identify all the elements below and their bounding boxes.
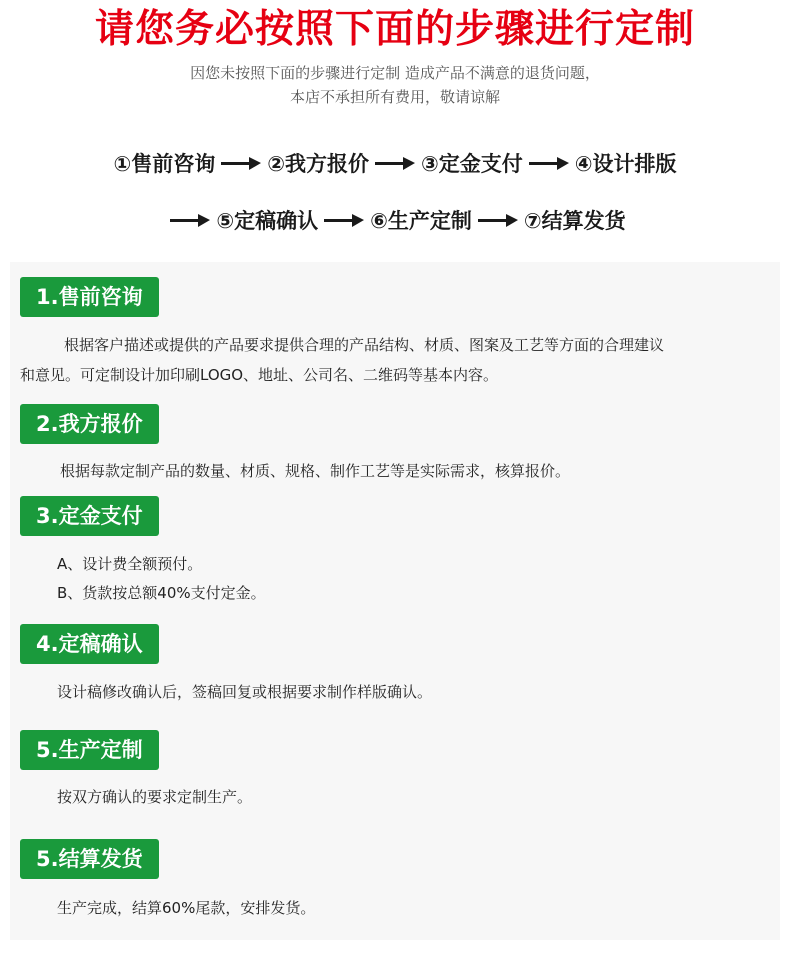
process-flow-row-2: [0, 203, 790, 237]
flow-step: ④设计排版: [574, 152, 677, 176]
section-text: 根据每款定制产品的数量、材质、规格、制作工艺等是实际需求，核算报价。: [60, 462, 571, 480]
flow-step: ⑥生产定制: [370, 209, 472, 233]
section-text: B、货款按总额40%支付定金。: [57, 584, 266, 602]
section-tag-quotation: 2.我方报价: [20, 404, 159, 444]
section-text: 设计稿修改确认后，签稿回复或根据要求制作样版确认。: [57, 683, 433, 701]
page-headline: 请您务必按照下面的步骤进行定制: [94, 7, 695, 52]
section-text: 根据客户描述或提供的产品要求提供合理的产品结构、材质、图案及工艺等方面的合理建议: [64, 336, 665, 354]
flow-step: ①售前咨询: [113, 152, 216, 176]
section-text: A、设计费全额预付。: [57, 555, 203, 573]
right-arrow-icon: [375, 157, 415, 169]
section-text: 按双方确认的要求定制生产。: [57, 788, 253, 806]
right-arrow-icon: [478, 214, 518, 226]
section-tag-consultation: 1.售前咨询: [20, 277, 159, 317]
notice-line-2: 本店不承担所有费用，敬请谅解: [289, 88, 500, 106]
flow-step: ⑦结算发货: [523, 209, 626, 233]
process-flow-row-1: [0, 146, 790, 180]
notice-line-1: 因您未按照下面的步骤进行定制 造成产品不满意的退货问题，: [190, 64, 600, 82]
section-tag-settlement: 5.结算发货: [20, 839, 159, 879]
section-tag-confirmation: 4.定稿确认: [20, 624, 159, 664]
right-arrow-icon: [170, 214, 210, 226]
flow-step: ②我方报价: [267, 152, 369, 176]
right-arrow-icon: [529, 157, 569, 169]
flow-step: ⑤定稿确认: [216, 209, 319, 233]
flow-step: ③定金支付: [421, 152, 523, 176]
section-text: 生产完成，结算60%尾款，安排发货。: [57, 899, 316, 917]
right-arrow-icon: [221, 157, 261, 169]
section-text: 和意见。可定制设计加印刷LOGO、地址、公司名、二维码等基本内容。: [20, 366, 499, 384]
section-tag-deposit: 3.定金支付: [20, 496, 159, 536]
section-tag-production: 5.生产定制: [20, 730, 159, 770]
right-arrow-icon: [324, 214, 364, 226]
